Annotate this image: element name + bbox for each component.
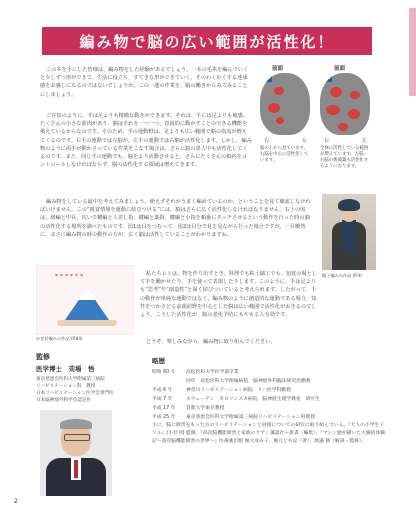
brain-front-label-right: 前面	[334, 66, 346, 72]
brain-caption-fig1: 脳の上から見ています。右脳を中心に活性化しています。	[260, 146, 309, 163]
supervisor-role-3: 日本リハビリテーション医学会専門医	[36, 391, 114, 396]
brain-right-label-fig1: 右	[264, 138, 270, 144]
supervisor-portrait	[40, 410, 112, 496]
history-row: 昭和 60 年 浜松医科大学医学部卒業	[152, 370, 239, 375]
fig1-tag: 図1	[262, 75, 271, 81]
intro-paragraph-5: どうぞ、楽しみながら、編み物に取り組んでください。	[146, 339, 276, 345]
page-number: 2	[14, 498, 18, 505]
mountain-snow-cap	[78, 288, 96, 300]
history-row: 同年 浜松医科大学附属病院 脳神経外科臨床研究医勤務	[186, 379, 311, 384]
activation-spot	[330, 87, 342, 97]
bunting-icon: ▾▾▾▾▾▾	[55, 272, 86, 279]
history-heading: 略歴	[152, 357, 165, 365]
activation-spot	[276, 117, 284, 124]
activation-spot	[268, 103, 280, 113]
page-edge-tab	[409, 8, 416, 96]
portrait-glasses	[64, 434, 90, 441]
brain-caption-fig2: 全体に活性している範囲が増えています。左脳、右脳の後頭葉も活性化するようになります。	[320, 146, 369, 169]
brain-left-label-fig2: 左	[362, 138, 368, 144]
history-row: 平成 25 年 東京慈恵会医科大学附属第三病院リハビリテーション科教授	[152, 415, 316, 420]
brain-front-label-left: 前面	[272, 66, 284, 72]
photo-figure-scarf	[342, 220, 356, 254]
supervisor-role-4: 日本脳神経外科学会認定医	[36, 398, 92, 403]
crochet-mountain-photo	[36, 265, 134, 335]
crochet-photo-caption: かぎ針編みの作品 (P.84)	[36, 336, 83, 341]
intro-paragraph-1: この本を手にした皆様は、編み物をした経験があるでしょう。一本の毛糸を編んでいくと少しずつ形ができて、生活に役立ち、すてきな形ができていく、そのわくわくする達成感をお感じになるのではないでしょうか。この一連の作業を、脳の働きからみてみることにしましょう。	[40, 67, 249, 98]
history-row: 平成 6 年 神奈川リハビリテーション病院 リハ医学科勤務	[152, 388, 291, 393]
brain-image-fig2	[320, 73, 370, 135]
activation-spot	[350, 91, 360, 99]
brain-left-label-fig1: 左	[302, 138, 308, 144]
knitted-hat	[338, 199, 360, 211]
intro-paragraph-2: ご存知のように、手は足よりも精緻な動きができます。それは、手には足よりも敏感、たくさんの小さな筋肉があり、脳はそれを一つ一つ、意図的に動かすことのできる機能を備えているからなのです。そのため、手の運動野は、足よりも広い範囲で脳の血流が増えてくるのです。右手の運動では左脳が、左手の運動では右脳が活性化します。しかし、編み物のように両手が動かさっている作業をこなす場合は、さらに脳の異人中も活性化してくるのです。また、同じ手の運動でも、脳をより活動させると、さらにたくさんの脳内をコントロールしなければならず、脳の活性化する領域は増えてきます。	[40, 113, 252, 169]
supervisor-name: 医学博士 苅場 悟	[36, 365, 95, 373]
intro-paragraph-3: 編み物をしている最中を考えてみましょう。絶えずそれがうまく編めているのか、ということを見て確認しなければいけません。この“視覚情報を運動に結びつける”には、脳はさらに広く活性化しなければなりません。右上の図は、緩編と中長、次いで鍵編と人差し指、鍵編と薬指、鍵編と小指を順番にタッチさせるという動作を行った時の脳の活性化する場所を調べたものです。図1は目をつむって、図2は目分で見を見ながら行った場合ですが、一目瞭然に、まさに編み物の時の動作の方が、広く脳は活性していることがわかりますね。	[40, 199, 311, 238]
activation-spot	[338, 123, 348, 131]
page-title: 編み物で脳の広い範囲が活性化！	[79, 32, 335, 51]
hat-photo-caption: 帽子編みの作品 (P.4)	[322, 273, 362, 278]
supervisor-role-2: リハビリテーション科 教授	[36, 384, 96, 389]
history-row: 平成 7 年 スウェーデン カロリンスカ病院 脳神経生理学教室 研究生	[152, 397, 320, 402]
activation-spot	[274, 87, 284, 95]
activation-spot	[348, 109, 360, 119]
supervisor-role-1: 東京慈恵会医科大学附属第三病院	[36, 377, 105, 382]
history-row: 平成 17 年 首都大学東京教授	[152, 406, 225, 411]
knit-base	[57, 320, 117, 326]
knitted-hat-photo	[322, 194, 376, 270]
portrait-hair	[60, 419, 92, 429]
intro-paragraph-4: 私たちヒトは、物を作り出すとき、料理でも粘土細工でも、知覚の場として手を働かせたり、手を使って表現したりします。このように、手は足よりも“思考”や“創造性”と深く結びついていると考えられます。したがって、手の動作が単純な運動ではなく、編み物のように創造的な運動である場合、知性をつかさどる前頭前野を中心とした脳は広い範囲で活性化がおきるのでしょう。こうした活性化が、脳の老化予防にもやもる人有効です。	[140, 271, 317, 319]
history-note: 主に、脳に障害をもった方のリハビリテーションと回復についての研究に取り組んでいる。『大人の小学生ドリル』(小社刊) 監修、『高次脳機能障害と家族のケア』講談社＋新書〈編集〉、『マシン歴が描いた大腸宿体験記～高次脳機能障害の世界～』医歯薬出版 堀元ゆみ子、堀元ともほ（著）、渡邉 修（解説・監修）。	[152, 423, 385, 444]
supervisor-heading: 監修	[36, 353, 50, 361]
brain-image-fig1	[260, 73, 310, 135]
portrait-tie	[74, 460, 78, 478]
fig2-tag: 図2	[322, 75, 331, 81]
brain-figure	[258, 64, 378, 184]
page-title-banner	[42, 27, 372, 55]
brain-right-label-fig2: 右	[324, 138, 330, 144]
activation-spot	[326, 105, 340, 115]
